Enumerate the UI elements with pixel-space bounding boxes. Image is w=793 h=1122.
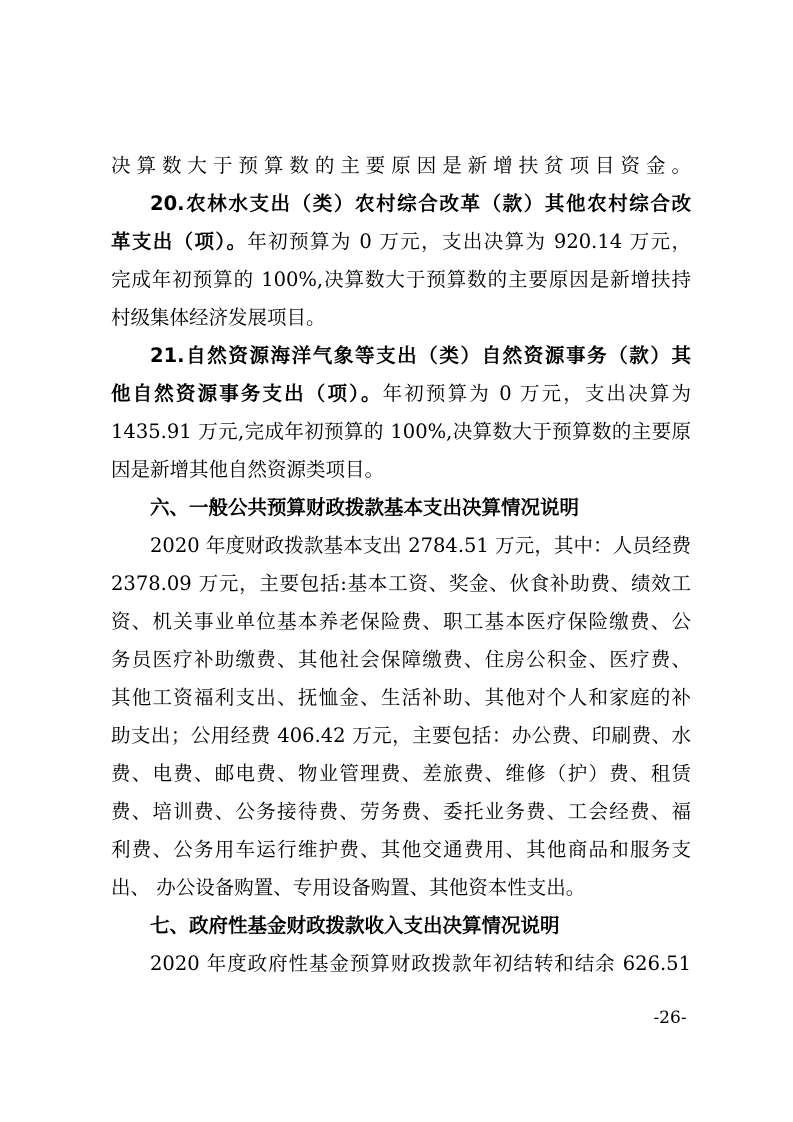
line-text: 其他工资福利支出、抚恤金、生活补助、其他对个人和家庭的补	[111, 686, 691, 709]
item-21-text: 年初预算为 0 万元，支出决算为	[382, 382, 691, 405]
section-6-line-3	[111, 604, 691, 640]
line-text: 完成年初预算的 100%,决算数大于预算数的主要原因是新增扶持	[111, 268, 691, 291]
item-20-title-end: 革支出（项）。	[111, 230, 248, 253]
item-21-heading-line-1	[150, 338, 691, 374]
item-21-title-end: 他自然资源事务支出（项）。	[111, 382, 383, 405]
item-21-title: 21.自然资源海洋气象等支出（类）自然资源事务（款）其	[150, 344, 691, 367]
section-title: 六、一般公共预算财政拨款基本支出决算情况说明	[150, 496, 580, 519]
line-text: 因是新增其他自然资源类项目。	[111, 458, 385, 481]
section-title: 七、政府性基金财政拨款收入支出决算情况说明	[150, 914, 560, 937]
line-text: 决算数大于预算数的主要原因是新增扶贫项目资金。	[111, 154, 691, 177]
section-6-heading	[150, 490, 691, 526]
section-6-line-1	[150, 528, 691, 564]
section-6-line-6	[111, 718, 691, 754]
section-6-line-4	[111, 642, 691, 678]
line-text: 资、机关事业单位基本养老保险费、职工基本医疗保险缴费、公	[111, 610, 691, 633]
page-number: -26-	[653, 1008, 687, 1028]
line-text: 利费、公务用车运行维护费、其他交通费用、其他商品和服务支	[111, 838, 691, 861]
item-20-line-4	[111, 300, 691, 336]
section-7-heading	[150, 908, 691, 944]
line-text: 2020 年度政府性基金预算财政拨款年初结转和结余 626.51	[150, 952, 691, 975]
line-text: 村级集体经济发展项目。	[111, 306, 326, 329]
item-20-line-2	[111, 224, 691, 260]
section-7-line-1	[150, 946, 691, 982]
item-21-line-4	[111, 452, 691, 488]
line-text: 1435.91 万元,完成年初预算的 100%,决算数大于预算数的主要原	[111, 420, 691, 443]
item-20-line-3	[111, 262, 691, 298]
section-6-line-7	[111, 756, 691, 792]
line-text: 助支出；公用经费 406.42 万元，主要包括：办公费、印刷费、水	[111, 724, 691, 747]
line-text: 2378.09 万元，主要包括:基本工资、奖金、伙食补助费、绩效工	[111, 572, 691, 595]
item-20-heading-line-1	[150, 186, 691, 222]
line-text: 费、培训费、公务接待费、劳务费、委托业务费、工会经费、福	[111, 800, 691, 823]
item-20-title: 20.农林水支出（类）农村综合改革（款）其他农村综合改	[150, 192, 691, 215]
body-line-1	[111, 148, 691, 184]
section-6-line-2	[111, 566, 691, 602]
section-6-line-9	[111, 832, 691, 868]
line-text: 2020 年度财政拨款基本支出 2784.51 万元，其中：人员经费	[150, 534, 691, 557]
item-20-text: 年初预算为 0 万元，支出决算为 920.14 万元，	[247, 230, 691, 253]
section-6-line-10	[111, 870, 691, 906]
section-6-line-8	[111, 794, 691, 830]
item-21-line-3	[111, 414, 691, 450]
section-6-line-5	[111, 680, 691, 716]
line-text: 费、电费、邮电费、物业管理费、差旅费、维修（护）费、租赁	[111, 762, 691, 785]
line-text: 出、 办公设备购置、专用设备购置、其他资本性支出。	[111, 876, 586, 899]
item-21-line-2	[111, 376, 691, 412]
line-text: 务员医疗补助缴费、其他社会保障缴费、住房公积金、医疗费、	[111, 648, 691, 671]
